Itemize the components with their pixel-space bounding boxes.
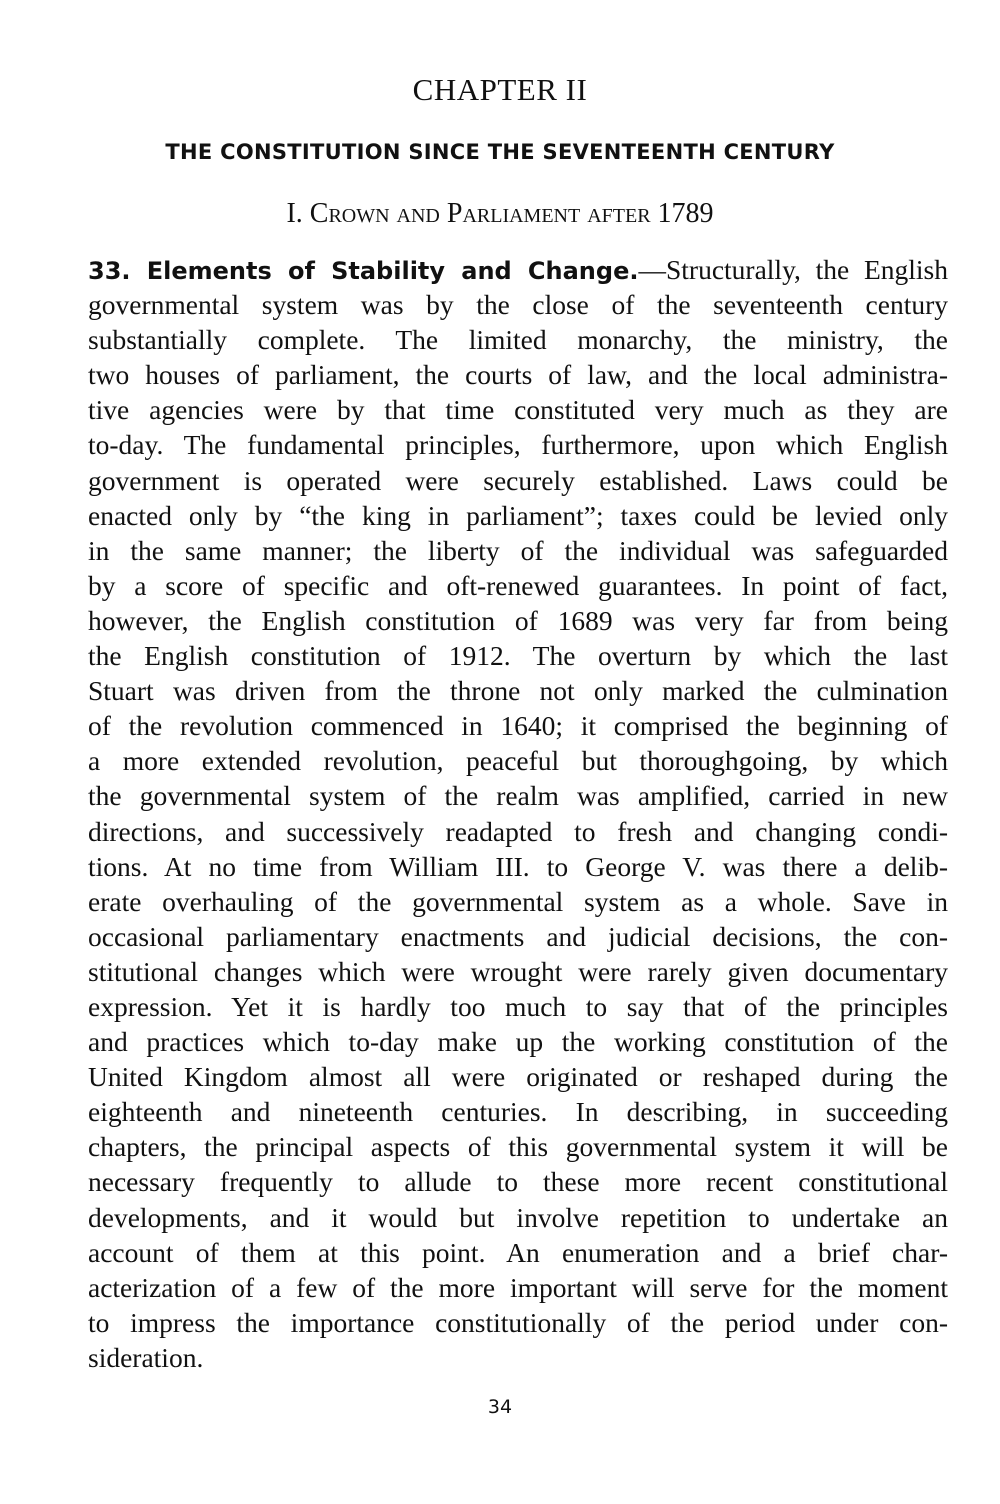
chapter-title: THE CONSTITUTION SINCE THE SEVENTEENTH CENTURY: [165, 140, 835, 164]
text-line: to impress the importance constitutionally of the period under con-: [88, 1306, 948, 1338]
text-line: expression. Yet it is hardly too much to say that of the principles: [88, 990, 948, 1022]
text-line: account of them at this point. An enumeration and a brief char-: [88, 1236, 948, 1268]
paragraph-text: —Structurally, the English: [638, 254, 948, 285]
paragraph-first-line: [88, 252, 948, 287]
section-heading: I. Crown and Parliament after 1789: [286, 198, 714, 229]
text-line: occasional parliamentary enactments and judicial decisions, the con-: [88, 920, 948, 952]
text-line: a more extended revolution, peaceful but thoroughgoing, by which: [88, 745, 948, 777]
text-line: tive agencies were by that time constituted very much as they are: [88, 394, 948, 426]
text-line: developments, and it would but involve repetition to undertake an: [88, 1201, 948, 1233]
text-line: erate overhauling of the governmental system as a whole. Save in: [88, 885, 948, 917]
text-line: by a score of specific and oft-renewed guarantees. In point of fact,: [88, 569, 948, 601]
text-line: substantially complete. The limited monarchy, the ministry, the: [88, 324, 948, 356]
body-paragraph: [88, 252, 948, 1375]
chapter-heading: CHAPTER II: [412, 72, 588, 107]
text-line: the governmental system of the realm was amplified, carried in new: [88, 780, 948, 812]
page-number: 34: [487, 1396, 513, 1418]
text-line: United Kingdom almost all were originated or reshaped during the: [88, 1061, 948, 1093]
text-line: necessary frequently to allude to these more recent constitutional: [88, 1166, 948, 1198]
text-line: the English constitution of 1912. The overturn by which the last: [88, 640, 948, 672]
text-line: chapters, the principal aspects of this governmental system it will be: [88, 1131, 948, 1163]
text-line: eighteenth and nineteenth centuries. In describing, in succeeding: [88, 1096, 948, 1128]
text-line: directions, and successively readapted to fresh and changing condi-: [88, 815, 948, 847]
text-line: to-day. The fundamental principles, furthermore, upon which English: [88, 429, 948, 461]
text-line: governmental system was by the close of the seventeenth century: [88, 289, 948, 321]
text-line: government is operated were securely established. Laws could be: [88, 464, 948, 496]
text-line: however, the English constitution of 1689 was very far from being: [88, 604, 948, 636]
text-line: stitutional changes which were wrought were rarely given documentary: [88, 955, 948, 987]
text-line: tions. At no time from William III. to George V. was there a delib-: [88, 850, 948, 882]
paragraph-heading: 33. Elements of Stability and Change.: [88, 257, 639, 285]
text-line: sideration.: [88, 1341, 204, 1373]
text-line: in the same manner; the liberty of the individual was safeguarded: [88, 534, 948, 566]
text-line: enacted only by “the king in parliament”; taxes could be levied only: [88, 499, 948, 531]
text-line: of the revolution commenced in 1640; it comprised the beginning of: [88, 710, 948, 742]
text-line: acterization of a few of the more important will serve for the moment: [88, 1271, 948, 1303]
text-line: two houses of parliament, the courts of law, and the local administra-: [88, 359, 948, 391]
text-line: and practices which to-day make up the working constitution of the: [88, 1026, 948, 1058]
text-line: Stuart was driven from the throne not only marked the culmination: [88, 675, 948, 707]
